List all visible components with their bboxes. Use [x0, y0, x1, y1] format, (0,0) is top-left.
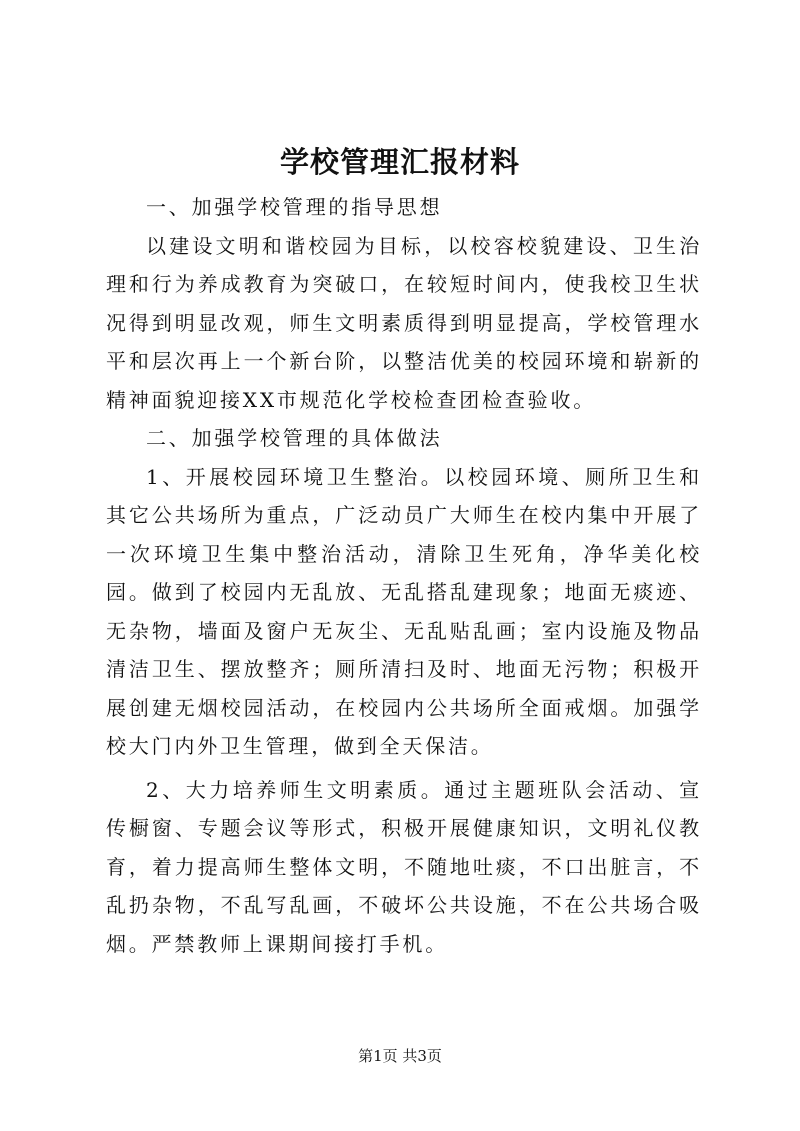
paragraph-civility-training: 2、大力培养师生文明素质。通过主题班队会活动、宣传橱窗、专题会议等形式，积极开展健康知识，文明礼仪教育，着力提高师生整体文明，不随地吐痰，不口出脏言，不乱扔杂物，不乱写乱画，不破坏公共设施，不在公共场合吸烟。严禁教师上课期间接打手机。	[106, 777, 702, 956]
paragraph-environment-cleanup: 1、开展校园环境卫生整治。以校园环境、厕所卫生和其它公共场所为重点，广泛动员广大师生在校内集中开展了一次环境卫生集中整治活动，清除卫生死角，净华美化校园。做到了校园内无乱放、无乱搭乱建现象；地面无痰迹、无杂物，墙面及窗户无灰尘、无乱贴乱画；室内设施及物品清洁卫生、摆放整齐；厕所清扫及时、地面无污物；积极开展创建无烟校园活动，在校园内公共场所全面戒烟。加强学校大门内外卫生管理，做到全天保洁。	[106, 464, 702, 758]
page-number-footer: 第1页 共3页	[358, 1047, 442, 1065]
document-title: 学校管理汇报材料	[279, 145, 520, 179]
paragraph-goals: 以建设文明和谐校园为目标，以校容校貌建设、卫生治理和行为养成教育为突破口，在较短时间内，使我校卫生状况得到明显改观，师生文明素质得到明显提高，学校管理水平和层次再上一个新台阶，以整洁优美的校园环境和崭新的精神面貌迎接XX市规范化学校检查团检查验收。	[106, 233, 702, 412]
section-heading-specific-methods: 二、加强学校管理的具体做法	[146, 426, 443, 450]
section-heading-guiding-ideology: 一、加强学校管理的指导思想	[146, 195, 443, 219]
document-body	[106, 188, 702, 963]
